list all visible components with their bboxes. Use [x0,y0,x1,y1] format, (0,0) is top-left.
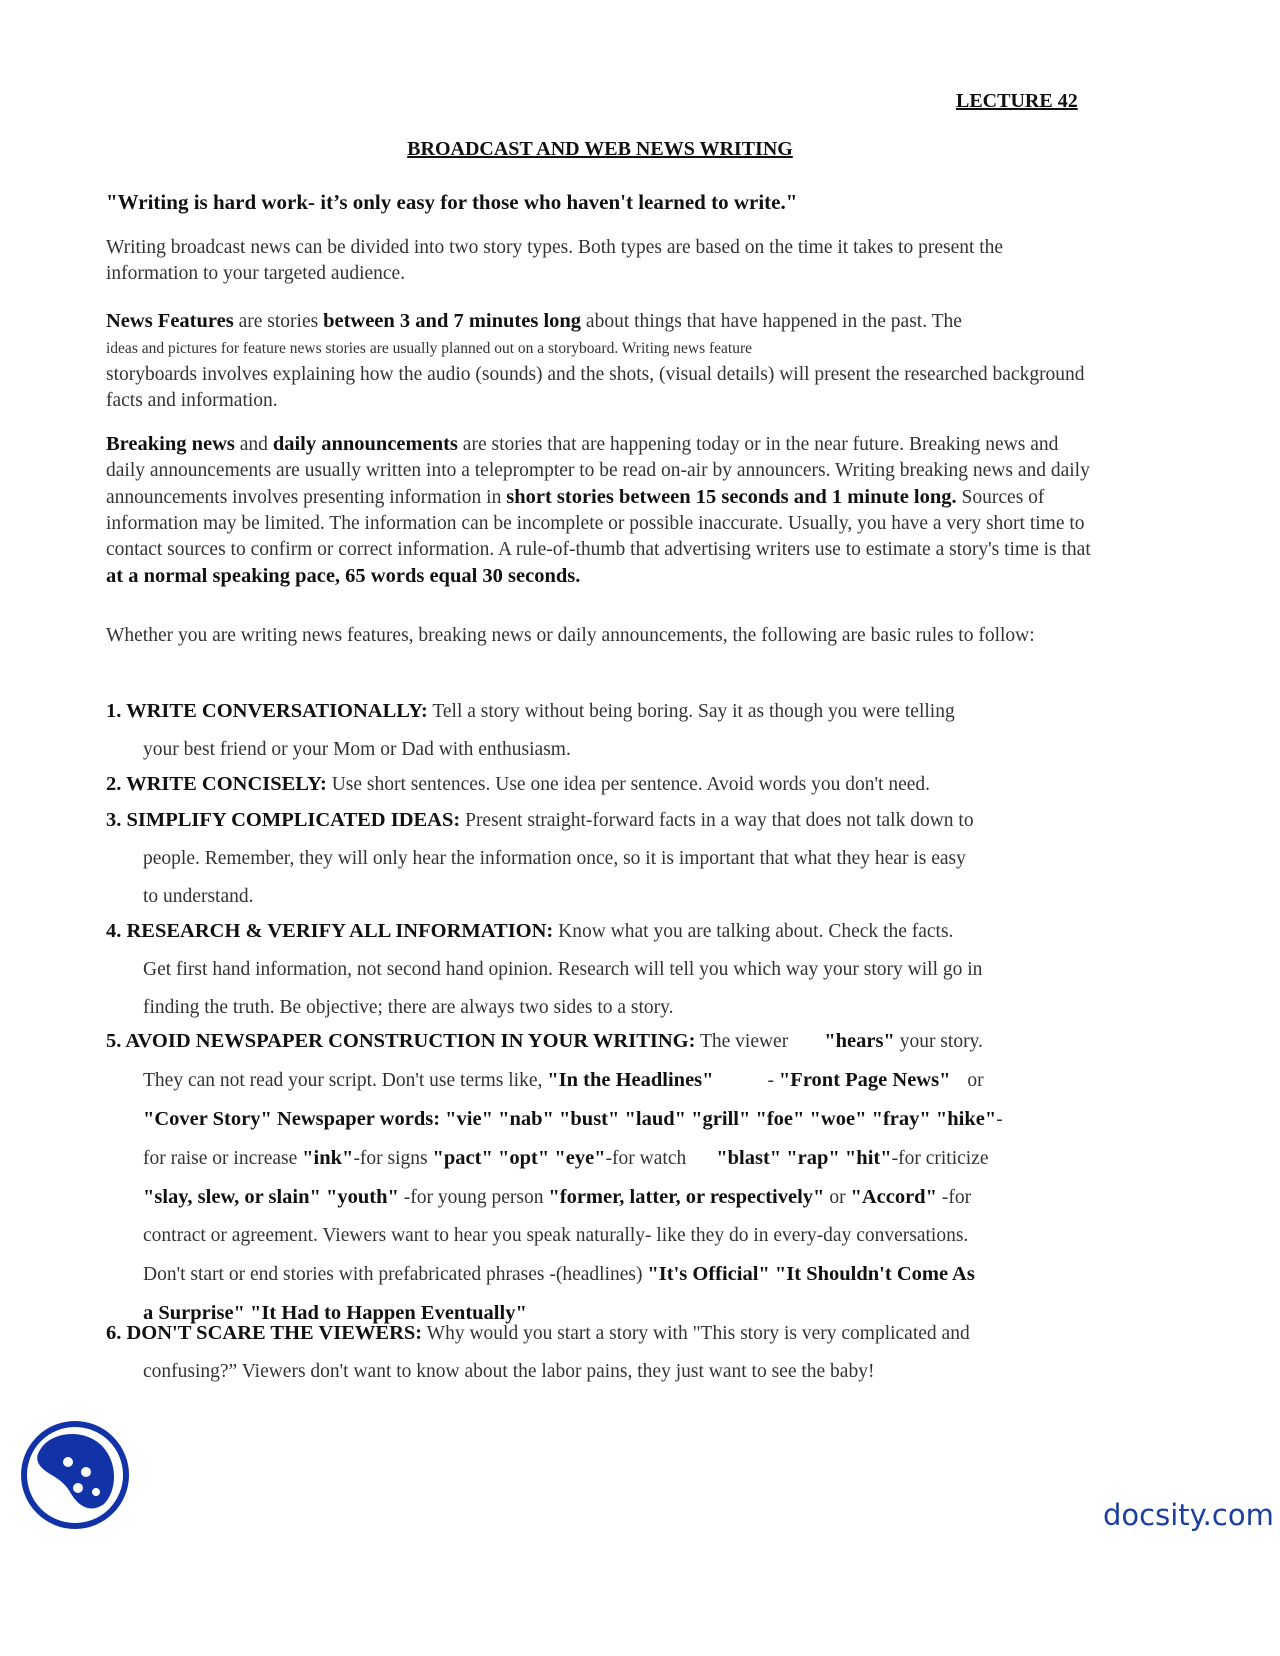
rule-5-bold-pact: "pact" "opt" "eye" [432,1147,606,1169]
rule-4 [106,912,1106,1027]
rule-4-line-2: Get first hand information, not second hand opinion. Research will tell you which way your story will go in [143,959,983,980]
rule-3 [106,801,1106,916]
rule-5-bold-former: "former, latter, or respectively" [548,1186,825,1208]
rule-5-bold-front-page: "Front Page News" [778,1069,951,1091]
docsity-logo-icon[interactable] [20,1420,130,1530]
docsity-brand-link[interactable]: docsity.com [1103,1498,1274,1532]
rule-5-text-7: for raise or increase [143,1148,303,1169]
page-title: BROADCAST AND WEB NEWS WRITING [407,138,793,160]
intro-paragraph [106,235,1098,287]
rule-5-bold-accord: "Accord" [850,1186,937,1208]
rule-6 [106,1314,1106,1391]
rule-5-text-15: Don't start or end stories with prefabricated phrases -(headlines) [143,1264,648,1285]
rule-5-bold-newspaper-words: "Cover Story" Newspaper words: "vie" "nab" "bust" "laud" "grill" "foe" "woe" "fray" "hike" [143,1108,997,1130]
rule-6-line-2: confusing?” Viewers don't want to know about the labor pains, they just want to see the baby! [143,1361,875,1382]
daily-announcements-term: daily announcements [272,433,458,455]
features-text-1: are stories [233,311,324,332]
rule-3-line-2: people. Remember, they will only hear the information once, so it is important that what they hear is easy [143,848,966,869]
rule-5-text-3: They can not read your script. Don't use terms like, [143,1070,548,1091]
rule-1-line-2: your best friend or your Mom or Dad with enthusiasm. [143,739,571,760]
rule-3-line-3: to understand. [143,886,254,907]
news-features-paragraph [106,308,1098,414]
rule-5-bold-surprise: a Surprise" "It Had to Happen Eventually" [143,1302,527,1324]
features-text-3: storyboards involves explaining how the audio (sounds) and the shots, (visual details) will present the researched background facts and information. [106,364,1085,411]
rule-4-line-3: finding the truth. Be objective; there are always two sides to a story. [143,997,674,1018]
rule-5-text-13: -for [936,1187,972,1208]
rule-5-text-8: -for signs [353,1148,433,1169]
rules-intro-text: Whether you are writing news features, breaking news or daily announcements, the following are basic rules to follow: [106,625,1035,646]
breaking-news-paragraph [106,431,1098,590]
rule-5-text-4: - [767,1070,779,1091]
breaking-text-3: Sources of information may be limited. The information can be incomplete or possible inaccurate. Usually, you have a very short time to contact sources to confirm or correct information. A rule-of-thumb that advertising writers use to estimate a story's time is that [106,487,1091,560]
features-duration: between 3 and 7 minutes long [323,310,582,332]
rule-3-heading: 3. SIMPLIFY COMPLICATED IDEAS: [106,809,461,831]
rule-1-heading: 1. WRITE CONVERSATIONALLY: [106,700,428,722]
rule-5-text-5: or [962,1070,984,1091]
rule-3-line-1: Present straight-forward facts in a way that does not talk down to [460,810,974,831]
rule-5-bold-slay: "slay, slew, or slain" "youth" [143,1186,399,1208]
features-small-line: ideas and pictures for feature news stories are usually planned out on a storyboard. Writing news feature [106,340,753,357]
rule-1-line-1: Tell a story without being boring. Say it as though you were telling [427,701,955,722]
breaking-duration: short stories between 15 seconds and 1 minute long. [506,486,957,508]
rule-6-heading: 6. DON'T SCARE THE VIEWERS: [106,1322,423,1344]
rule-2-line-1: Use short sentences. Use one idea per sentence. Avoid words you don't need. [326,774,931,795]
rule-5-text-12: or [824,1187,851,1208]
rule-4-heading: 4. RESEARCH & VERIFY ALL INFORMATION: [106,920,554,942]
rule-5-text-9: -for watch [605,1148,687,1169]
breaking-news-term: Breaking news [106,433,235,455]
rule-1 [106,692,1106,769]
features-text-2: about things that have happened in the past. The [581,311,962,332]
rule-5-text-6: - [996,1109,1003,1130]
rule-2 [106,765,1106,804]
rule-5-text-14: contract or agreement. Viewers want to hear you speak naturally- like they do in every-day conversations. [143,1225,969,1246]
intro-text: Writing broadcast news can be divided into two story types. Both types are based on the time it takes to present the information to your targeted audience. [106,237,1004,284]
rules-intro-paragraph [106,623,1098,649]
rule-4-line-1: Know what you are talking about. Check the facts. [553,921,954,942]
news-features-term: News Features [106,310,234,332]
rule-5 [106,1022,1106,1333]
rule-5-heading: 5. AVOID NEWSPAPER CONSTRUCTION IN YOUR WRITING: [106,1030,696,1052]
rule-5-text-1: The viewer [695,1031,789,1052]
rule-6-line-1: Why would you start a story with "This story is very complicated and [422,1323,970,1344]
rule-5-text-2: your story. [894,1031,983,1052]
rule-5-bold-ink: "ink" [302,1147,354,1169]
speaking-pace-rule: at a normal speaking pace, 65 words equal 30 seconds. [106,565,581,587]
rule-5-text-10: -for criticize [891,1148,989,1169]
opening-quote: "Writing is hard work- it’s only easy for those who haven't learned to write." [106,190,798,214]
rule-5-text-11: -for young person [398,1187,549,1208]
rule-5-bold-blast: "blast" "rap" "hit" [716,1147,892,1169]
rule-2-heading: 2. WRITE CONCISELY: [106,773,327,795]
breaking-text-1: and [234,434,273,455]
lecture-number: LECTURE 42 [956,90,1078,112]
rule-5-bold-official: "It's Official" "It Shouldn't Come As [647,1263,975,1285]
rule-5-bold-headlines: "In the Headlines" [547,1069,714,1091]
rule-5-bold-hears: "hears" [824,1030,895,1052]
breaking-text-2: are stories that are happening today or in the near future. Breaking news and daily announcements are usually written into a teleprompter to be read on-air by announcers. Writing breaking news and daily announcements involves presenting information in [106,434,1090,508]
